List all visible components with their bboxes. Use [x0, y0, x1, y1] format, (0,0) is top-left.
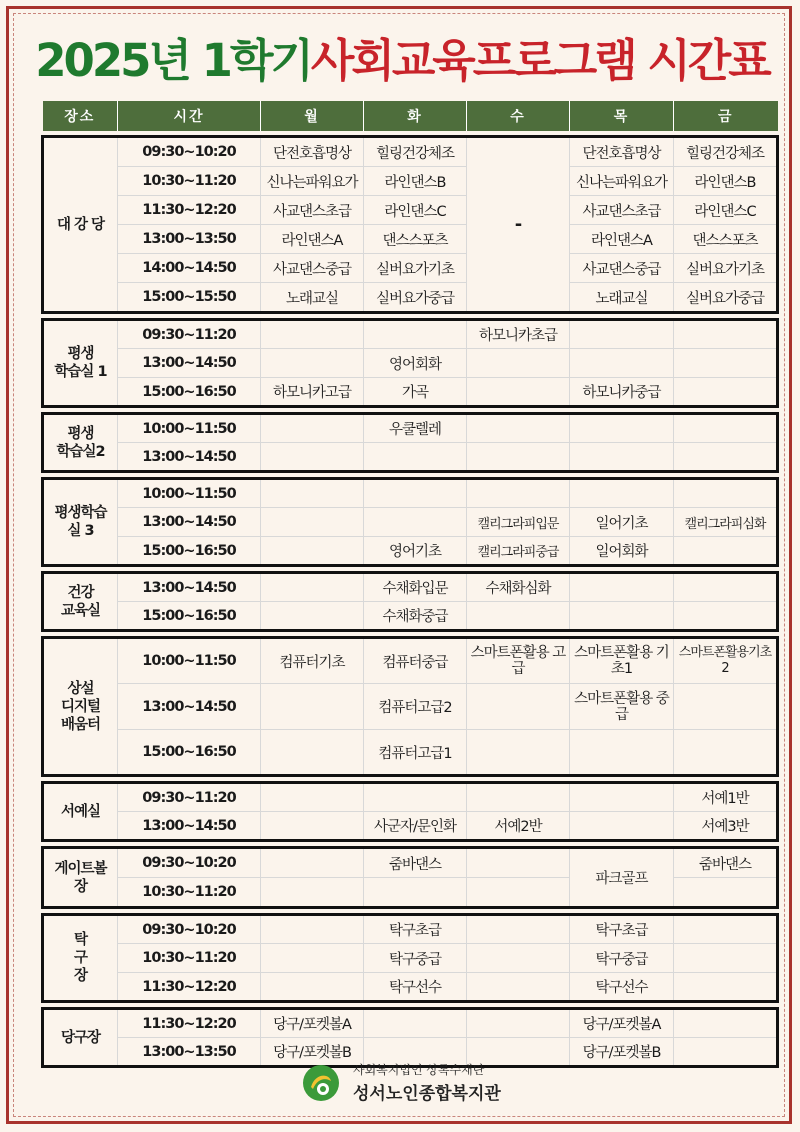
time-cell: 10:30~11:20: [118, 878, 261, 908]
time-cell: 10:30~11:20: [118, 167, 261, 196]
class-cell: 하모니카중급: [570, 378, 674, 407]
class-cell: [570, 414, 674, 443]
title-program: 사회교육프로그램 시간표: [310, 34, 769, 87]
location-cell: 건강 교육실: [43, 573, 118, 631]
time-cell: 10:00~11:50: [118, 638, 261, 684]
group-digital: [43, 638, 778, 776]
class-cell: 라인댄스B: [364, 167, 467, 196]
class-cell: [570, 573, 674, 602]
table-row: [43, 225, 778, 254]
class-cell: 서예1반: [674, 783, 778, 812]
group-calligraphy: [43, 783, 778, 841]
group-room2: [43, 414, 778, 472]
table-row: [43, 730, 778, 776]
location-cell: 당구장: [43, 1009, 118, 1067]
time-cell: 13:00~14:50: [118, 812, 261, 841]
location-cell: 평생 학습실 1: [43, 320, 118, 407]
table-row: [43, 973, 778, 1002]
class-cell: [261, 812, 364, 841]
group-pingpong: [43, 915, 778, 1002]
class-cell: 단전호흡명상: [261, 137, 364, 167]
class-cell: [364, 443, 467, 472]
table-row: [43, 1009, 778, 1038]
header-wed: 수: [467, 101, 570, 131]
class-cell: 노래교실: [570, 283, 674, 313]
header-time: 시간: [118, 101, 261, 131]
time-cell: 13:00~13:50: [118, 225, 261, 254]
class-cell: 영어회화: [364, 349, 467, 378]
class-cell: [364, 1009, 467, 1038]
class-cell: 스마트폰활용 중급: [570, 684, 674, 730]
class-cell: [467, 783, 570, 812]
table-row: [43, 508, 778, 537]
group-gateball: [43, 848, 778, 908]
class-cell: [467, 684, 570, 730]
group-health: [43, 573, 778, 631]
table-row: [43, 254, 778, 283]
class-cell: [261, 878, 364, 908]
class-cell: [364, 479, 467, 508]
class-cell: 단전호흡명상: [570, 137, 674, 167]
class-cell: 힐링건강체조: [674, 137, 778, 167]
class-cell: [261, 537, 364, 566]
class-cell: [674, 915, 778, 944]
class-cell: [467, 1009, 570, 1038]
class-cell: [674, 973, 778, 1002]
page-title: [9, 31, 795, 91]
time-cell: 10:30~11:20: [118, 944, 261, 973]
schedule-table: [41, 101, 779, 1068]
time-cell: 11:30~12:20: [118, 196, 261, 225]
class-cell: [674, 479, 778, 508]
time-cell: 09:30~11:20: [118, 783, 261, 812]
class-cell: 실버요가중급: [364, 283, 467, 313]
class-cell: 컴퓨터고급1: [364, 730, 467, 776]
class-cell: 실버요가기초: [364, 254, 467, 283]
class-cell: [570, 730, 674, 776]
class-cell: 당구/포켓볼A: [261, 1009, 364, 1038]
class-cell: [674, 378, 778, 407]
class-cell: [570, 443, 674, 472]
table-row: [43, 320, 778, 349]
header-fri: 금: [674, 101, 778, 131]
location-cell: 게이트볼 장: [43, 848, 118, 908]
class-cell: 신나는파워요가: [570, 167, 674, 196]
time-cell: 15:00~16:50: [118, 730, 261, 776]
class-cell: 하모니카고급: [261, 378, 364, 407]
class-cell: 라인댄스B: [674, 167, 778, 196]
class-cell: [570, 479, 674, 508]
time-cell: 13:00~14:50: [118, 508, 261, 537]
class-cell: [467, 602, 570, 631]
table-row: [43, 537, 778, 566]
class-cell: [467, 878, 570, 908]
header-location: 장소: [43, 101, 118, 131]
class-cell: 파크골프: [570, 848, 674, 908]
class-cell: [261, 320, 364, 349]
location-cell: 탁 구 장: [43, 915, 118, 1002]
class-cell: [261, 848, 364, 878]
class-cell: [467, 414, 570, 443]
table-row: [43, 944, 778, 973]
table-row: [43, 812, 778, 841]
no-class-cell: -: [467, 137, 570, 313]
table-row: [43, 349, 778, 378]
class-cell: 사교댄스초급: [261, 196, 364, 225]
class-cell: 당구/포켓볼B: [261, 1038, 364, 1067]
time-cell: 13:00~14:50: [118, 349, 261, 378]
table-row: [43, 378, 778, 407]
time-cell: 15:00~16:50: [118, 602, 261, 631]
class-cell: 서예3반: [674, 812, 778, 841]
class-cell: [261, 349, 364, 378]
time-cell: 10:00~11:50: [118, 414, 261, 443]
class-cell: 수채화심화: [467, 573, 570, 602]
class-cell: 힐링건강체조: [364, 137, 467, 167]
class-cell: [467, 973, 570, 1002]
time-cell: 11:30~12:20: [118, 973, 261, 1002]
time-cell: 13:00~13:50: [118, 1038, 261, 1067]
class-cell: [570, 812, 674, 841]
logo-dot-inner: [320, 1086, 326, 1092]
class-cell: [467, 479, 570, 508]
class-cell: 탁구초급: [570, 915, 674, 944]
location-cell: 평생학습 실 3: [43, 479, 118, 566]
table-row: [43, 283, 778, 313]
class-cell: [674, 573, 778, 602]
time-cell: 15:00~15:50: [118, 283, 261, 313]
class-cell: 컴퓨터기초: [261, 638, 364, 684]
class-cell: 댄스스포츠: [364, 225, 467, 254]
class-cell: 신나는파워요가: [261, 167, 364, 196]
table-row: [43, 602, 778, 631]
class-cell: 가곡: [364, 378, 467, 407]
class-cell: 줌바댄스: [364, 848, 467, 878]
class-cell: 수채화입문: [364, 573, 467, 602]
class-cell: 라인댄스A: [570, 225, 674, 254]
class-cell: [674, 602, 778, 631]
location-cell: 평생 학습실2: [43, 414, 118, 472]
class-cell: [261, 783, 364, 812]
class-cell: [467, 378, 570, 407]
center-name: 성서노인종합복지관: [353, 1084, 501, 1104]
logo-circle: [303, 1065, 339, 1101]
table-row: [43, 479, 778, 508]
time-cell: 14:00~14:50: [118, 254, 261, 283]
class-cell: [674, 320, 778, 349]
time-cell: 15:00~16:50: [118, 378, 261, 407]
time-cell: 09:30~10:20: [118, 137, 261, 167]
class-cell: [467, 443, 570, 472]
class-cell: 수채화중급: [364, 602, 467, 631]
class-cell: [570, 602, 674, 631]
class-cell: [364, 783, 467, 812]
class-cell: [674, 349, 778, 378]
table-row: [43, 783, 778, 812]
time-cell: 13:00~14:50: [118, 684, 261, 730]
class-cell: [261, 684, 364, 730]
class-cell: 탁구중급: [364, 944, 467, 973]
class-cell: 스마트폰활용기초 2: [674, 638, 778, 684]
class-cell: [261, 443, 364, 472]
class-cell: 줌바댄스: [674, 848, 778, 878]
time-cell: 11:30~12:20: [118, 1009, 261, 1038]
class-cell: 라인댄스C: [674, 196, 778, 225]
class-cell: 당구/포켓볼A: [570, 1009, 674, 1038]
table-row: [43, 848, 778, 878]
class-cell: 캘리그라피입문: [467, 508, 570, 537]
table-row: [43, 167, 778, 196]
class-cell: 탁구초급: [364, 915, 467, 944]
class-cell: 일어회화: [570, 537, 674, 566]
class-cell: 실버요가기초: [674, 254, 778, 283]
group-daegangdang: [43, 137, 778, 313]
location-cell: 서예실: [43, 783, 118, 841]
class-cell: 라인댄스C: [364, 196, 467, 225]
table-row: [43, 196, 778, 225]
class-cell: 일어기초: [570, 508, 674, 537]
class-cell: 탁구중급: [570, 944, 674, 973]
table-row: [43, 443, 778, 472]
class-cell: [261, 573, 364, 602]
class-cell: [261, 479, 364, 508]
class-cell: [261, 414, 364, 443]
class-cell: [261, 944, 364, 973]
class-cell: [674, 684, 778, 730]
table-row: [43, 638, 778, 684]
header-row: [43, 101, 778, 131]
class-cell: 라인댄스A: [261, 225, 364, 254]
header-mon: 월: [261, 101, 364, 131]
title-year-term: 2025년 1학기: [35, 34, 311, 87]
table-row: [43, 137, 778, 167]
class-cell: 하모니카초급: [467, 320, 570, 349]
class-cell: [261, 915, 364, 944]
class-cell: 당구/포켓볼B: [570, 1038, 674, 1067]
class-cell: 사군자/문인화: [364, 812, 467, 841]
table-row: [43, 414, 778, 443]
class-cell: [467, 944, 570, 973]
class-cell: 영어기초: [364, 537, 467, 566]
class-cell: 탁구선수: [364, 973, 467, 1002]
header-tue: 화: [364, 101, 467, 131]
class-cell: 사교댄스초급: [570, 196, 674, 225]
class-cell: 탁구선수: [570, 973, 674, 1002]
table-row: [43, 573, 778, 602]
class-cell: [467, 915, 570, 944]
center-logo-icon: [301, 1063, 341, 1103]
class-cell: 실버요가중급: [674, 283, 778, 313]
time-cell: 09:30~10:20: [118, 848, 261, 878]
time-cell: 13:00~14:50: [118, 573, 261, 602]
class-cell: 댄스스포츠: [674, 225, 778, 254]
class-cell: [570, 349, 674, 378]
class-cell: [261, 973, 364, 1002]
class-cell: [364, 508, 467, 537]
class-cell: 스마트폰활용 기초1: [570, 638, 674, 684]
class-cell: 우쿨렐레: [364, 414, 467, 443]
class-cell: [467, 349, 570, 378]
class-cell: [674, 1009, 778, 1038]
class-cell: [467, 730, 570, 776]
time-cell: 09:30~10:20: [118, 915, 261, 944]
location-cell: 대 강 당: [43, 137, 118, 313]
class-cell: [261, 602, 364, 631]
class-cell: [674, 730, 778, 776]
page-frame: [6, 6, 792, 1124]
class-cell: 스마트폰활용 고급: [467, 638, 570, 684]
foundation-name: 사회복지법인 상록수재단: [353, 1063, 485, 1077]
class-cell: 서예2반: [467, 812, 570, 841]
group-room1: [43, 320, 778, 407]
time-cell: 09:30~11:20: [118, 320, 261, 349]
class-cell: [261, 508, 364, 537]
time-cell: 15:00~16:50: [118, 537, 261, 566]
class-cell: 캘리그라피중급: [467, 537, 570, 566]
class-cell: [674, 878, 778, 908]
time-cell: 13:00~14:50: [118, 443, 261, 472]
class-cell: [674, 944, 778, 973]
class-cell: [364, 878, 467, 908]
table-row: [43, 684, 778, 730]
class-cell: 컴퓨터고급2: [364, 684, 467, 730]
location-cell: 상설 디지털 배움터: [43, 638, 118, 776]
class-cell: [674, 414, 778, 443]
class-cell: [467, 848, 570, 878]
class-cell: [674, 537, 778, 566]
class-cell: [261, 730, 364, 776]
footer: [9, 1057, 795, 1117]
class-cell: [674, 443, 778, 472]
header-thu: 목: [570, 101, 674, 131]
class-cell: 사교댄스중급: [570, 254, 674, 283]
class-cell: 캘리그라피심화: [674, 508, 778, 537]
class-cell: 노래교실: [261, 283, 364, 313]
class-cell: [570, 320, 674, 349]
class-cell: 컴퓨터중급: [364, 638, 467, 684]
time-cell: 10:00~11:50: [118, 479, 261, 508]
group-room3: [43, 479, 778, 566]
class-cell: [570, 783, 674, 812]
table-row: [43, 915, 778, 944]
class-cell: [364, 320, 467, 349]
class-cell: 사교댄스중급: [261, 254, 364, 283]
